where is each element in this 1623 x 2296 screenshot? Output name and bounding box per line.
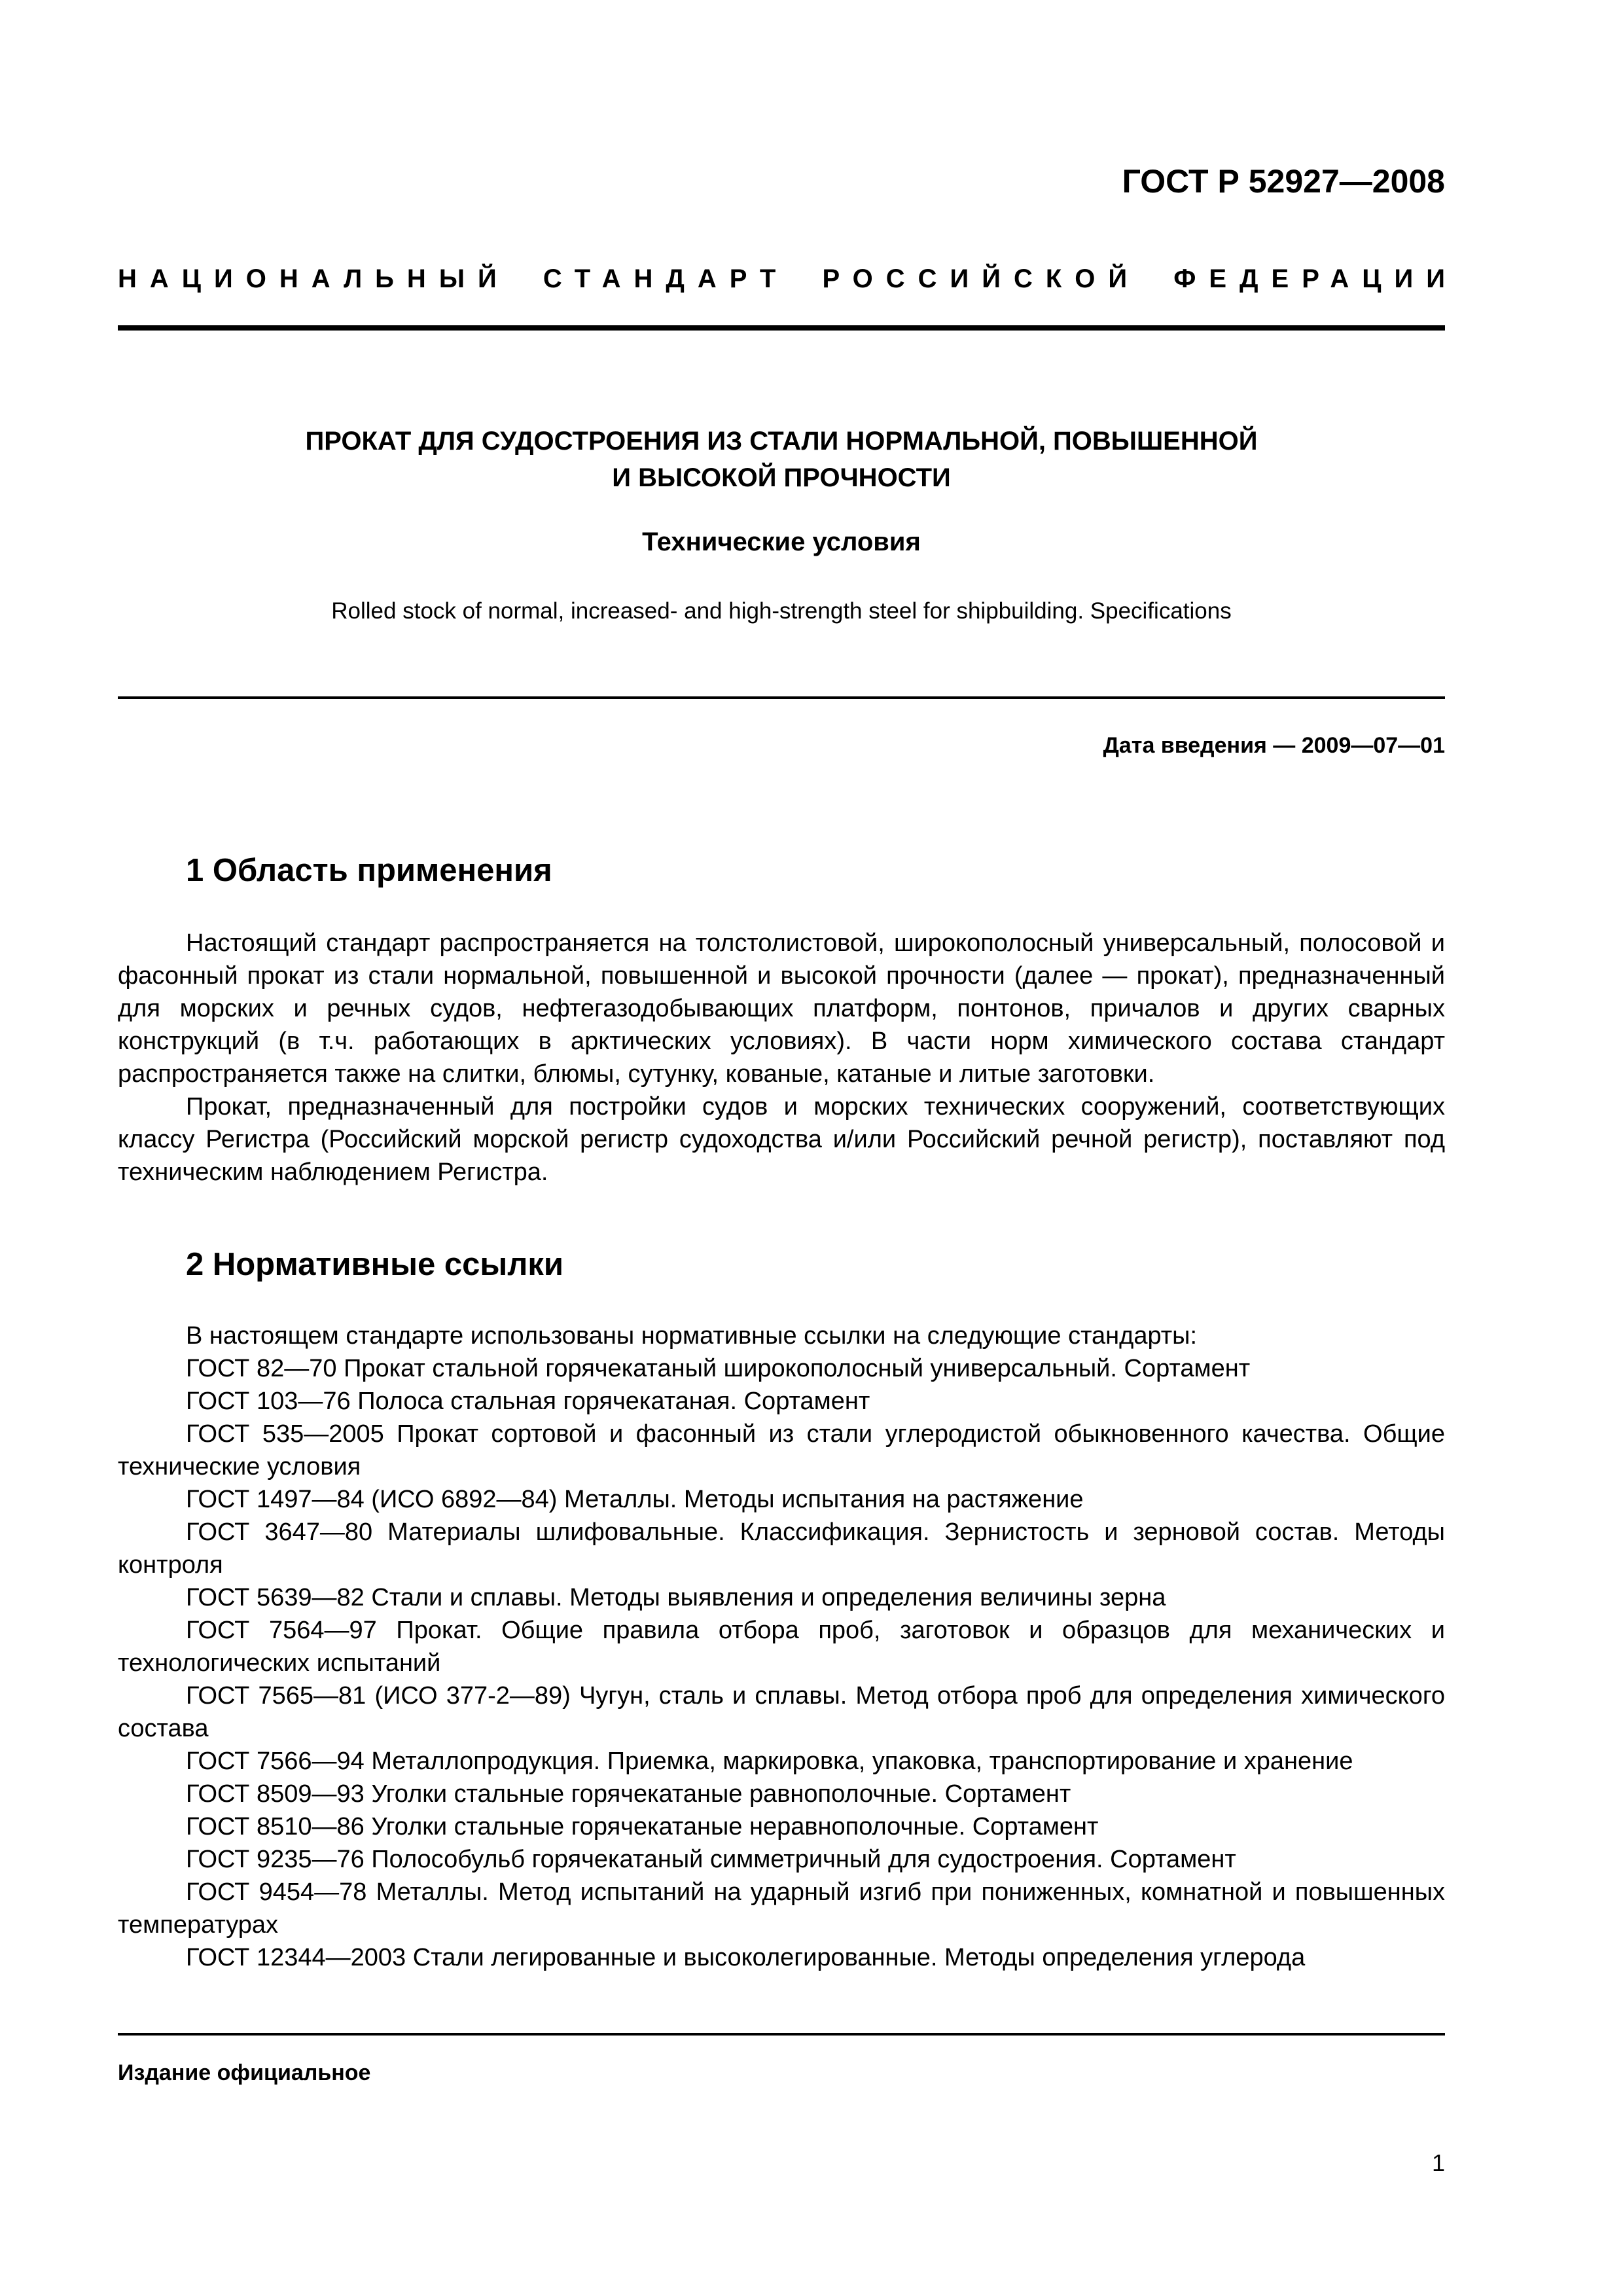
header-word: НАЦИОНАЛЬНЫЙ (118, 264, 510, 293)
reference-code: ГОСТ 1497—84 (ИСО 6892—84) (186, 1486, 558, 1513)
reference-code: ГОСТ 3647—80 (186, 1518, 373, 1546)
header-word: РОССИЙСКОЙ (822, 264, 1141, 293)
english-title: Rolled stock of normal, increased- and high-strength steel for shipbuilding. Specifications (331, 598, 1232, 624)
reference-item (118, 1581, 1445, 1614)
reference-code: ГОСТ 103—76 (186, 1388, 351, 1415)
reference-title: Прокат. Общие правила отбора проб, заготовок и образцов для механических и технологических испытаний (118, 1617, 1445, 1677)
reference-title: Уголки стальные горячекатаные равнополочные. Сортамент (371, 1780, 1071, 1808)
reference-title: Металлы. Метод испытаний на ударный изгиб при пониженных, комнатной и повышенных температурах (118, 1878, 1446, 1939)
reference-item (118, 1778, 1445, 1810)
reference-code: ГОСТ 8510—86 (186, 1813, 365, 1840)
header-word: СТАНДАРТ (543, 264, 789, 293)
title-divider (118, 696, 1445, 699)
reference-title: Стали легированные и высоколегированные. Методы определения углерода (412, 1944, 1306, 1971)
official-edition-label: Издание официальное (118, 2060, 371, 2085)
reference-title: Материалы шлифовальные. Классификация. Зернистость и зерновой состав. Методы контроля (118, 1518, 1445, 1579)
footer-divider (118, 2033, 1445, 2036)
reference-title: Стали и сплавы. Методы выявления и определения величины зерна (371, 1584, 1166, 1611)
reference-code: ГОСТ 7564—97 (186, 1617, 377, 1644)
title-line: И ВЫСОКОЙ ПРОЧНОСТИ (612, 463, 951, 492)
reference-item (118, 1516, 1445, 1581)
reference-code: ГОСТ 5639—82 (186, 1584, 365, 1611)
reference-item (118, 1418, 1445, 1483)
header-word: ФЕДЕРАЦИИ (1173, 264, 1458, 293)
reference-code: ГОСТ 535—2005 (186, 1420, 384, 1448)
reference-item (118, 1679, 1445, 1745)
normative-references (118, 1319, 1445, 1974)
section-2-heading: 2 Нормативные ссылки (186, 1247, 563, 1282)
reference-code: ГОСТ 9235—76 (186, 1846, 365, 1873)
header-divider (118, 325, 1445, 331)
reference-item (118, 1876, 1445, 1941)
reference-title: Прокат сортовой и фасонный из стали углеродистой обыкновенного качества. Общие технические условия (118, 1420, 1446, 1480)
reference-code: ГОСТ 9454—78 (186, 1878, 367, 1906)
reference-code: ГОСТ 82—70 (186, 1355, 337, 1382)
reference-item (118, 1483, 1445, 1516)
reference-item (118, 1941, 1445, 1974)
reference-code: ГОСТ 7566—94 (186, 1748, 365, 1775)
reference-code: ГОСТ 12344—2003 (186, 1944, 406, 1971)
document-title (118, 423, 1445, 496)
section-1-heading: 1 Область применения (186, 853, 552, 888)
section-1-body (118, 927, 1445, 1189)
reference-item (118, 1385, 1445, 1418)
reference-item (118, 1352, 1445, 1385)
reference-title: Уголки стальные горячекатаные неравнополочные. Сортамент (371, 1813, 1099, 1840)
reference-item (118, 1745, 1445, 1778)
reference-title: Металлы. Методы испытания на растяжение (564, 1486, 1084, 1513)
reference-title: Прокат стальной горячекатаный широкополосный универсальный. Сортамент (344, 1355, 1251, 1382)
reference-code: ГОСТ 8509—93 (186, 1780, 365, 1808)
page-number: 1 (1431, 2149, 1445, 2176)
reference-item (118, 1843, 1445, 1876)
document-subtitle: Технические условия (642, 528, 921, 556)
national-standard-header (118, 264, 1458, 294)
reference-title: Полособульб горячекатаный симметричный для судостроения. Сортамент (371, 1846, 1236, 1873)
paragraph: Настоящий стандарт распространяется на толстолистовой, широкополосный универсальный, полосовой и фасонный прокат из стали нормальной, повышенной и высокой прочности (далее — прокат), предназначенный для морских и речных судов, нефтегазодобывающих платформ, понтонов, причалов и других сварных конструкций (в т.ч. работающих в арктических условиях). В части норм химического состава стандарт распространяется также на слитки, блюмы, сутунку, кованые, катаные и литые заготовки. (118, 929, 1445, 1088)
reference-code: ГОСТ 7565—81 (ИСО 377-2—89) (186, 1682, 571, 1710)
reference-item (118, 1614, 1445, 1679)
reference-item (118, 1810, 1445, 1843)
introduction-date: Дата введения — 2009—07—01 (1103, 733, 1445, 758)
reference-title: Чугун, сталь и сплавы. Метод отбора проб для определения химического состава (118, 1682, 1445, 1742)
paragraph: Прокат, предназначенный для постройки судов и морских технических сооружений, соответствующих классу Регистра (Российский морской регистр судоходства и/или Российский речной регистр), поставляют под техническим наблюдением Регистра. (118, 1093, 1445, 1186)
reference-title: Металлопродукция. Приемка, маркировка, упаковка, транспортирование и хранение (371, 1748, 1353, 1775)
references-intro: В настоящем стандарте использованы нормативные ссылки на следующие стандарты: (186, 1322, 1198, 1350)
reference-title: Полоса стальная горячекатаная. Сортамент (357, 1388, 870, 1415)
document-number: ГОСТ Р 52927—2008 (1122, 163, 1445, 200)
title-line: ПРОКАТ ДЛЯ СУДОСТРОЕНИЯ ИЗ СТАЛИ НОРМАЛЬНОЙ, ПОВЫШЕННОЙ (305, 427, 1258, 456)
